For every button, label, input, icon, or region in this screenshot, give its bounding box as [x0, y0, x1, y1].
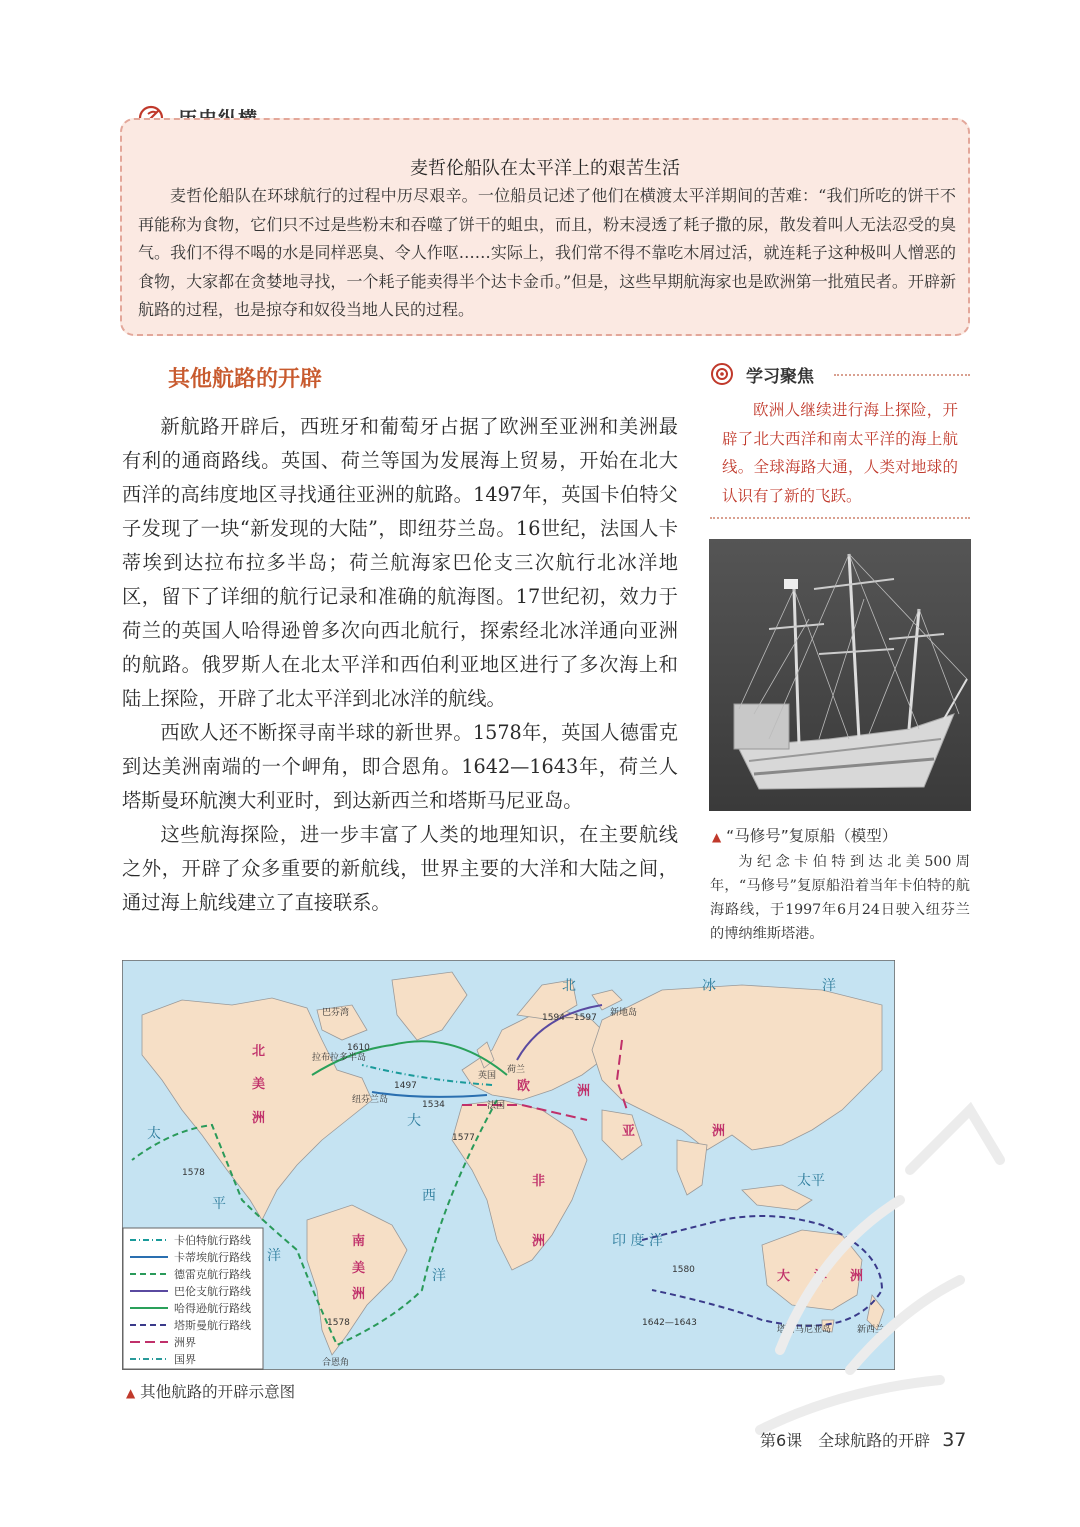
watermark-seal — [700, 1050, 1030, 1470]
focus-body — [722, 396, 958, 510]
map-label-baffin: 巴芬湾 — [322, 1008, 350, 1018]
map-label-atlantic-3: 洋 — [432, 1268, 446, 1284]
map-label-south-america-1: 南 — [352, 1234, 366, 1249]
focus-target-icon — [710, 362, 734, 386]
map-label-1610: 1610 — [347, 1043, 370, 1053]
map-label-europe-1: 欧 — [517, 1079, 531, 1094]
map-label-1578-a: 1578 — [182, 1168, 205, 1178]
page-footer — [760, 1428, 966, 1451]
main-paragraph-2: 西欧人还不断探寻南半球的新世界。1578年，英国人德雷克到达美洲南端的一个岬角，即合恩角。1642—1643年，荷兰人塔斯曼环航澳大利亚时，到达新西兰和塔斯马尼亚岛。 — [122, 721, 678, 812]
map-label-cape-horn: 合恩角 — [322, 1358, 350, 1368]
focus-divider — [834, 374, 970, 376]
map-label-atlantic-2: 西 — [422, 1188, 436, 1204]
map-label-pacific-3: 洋 — [267, 1248, 281, 1264]
map-label-novaya: 新地岛 — [610, 1008, 638, 1018]
map-label-arctic-1: 北 — [562, 978, 576, 994]
photo-description — [710, 850, 970, 946]
main-paragraph-3: 这些航海探险，进一步丰富了人类的地理知识，在主要航线之外，开辟了众多重要的新航线，世界主要的大洋和大陆之间，通过海上航线建立了直接联系。 — [122, 823, 678, 914]
map-label-new-zealand: 新西兰 — [857, 1325, 885, 1335]
map-label-1578-b: 1578 — [327, 1318, 350, 1328]
map-label-labrador: 拉布拉多半岛 — [312, 1053, 367, 1063]
map-label-france: 法国 — [487, 1101, 506, 1111]
map-label-pacific-1: 太 — [147, 1126, 161, 1142]
photo-caption — [712, 824, 897, 846]
map-label-1497: 1497 — [394, 1081, 417, 1091]
map-label-africa-1: 非 — [532, 1174, 546, 1189]
map-label-newfoundland: 纽芬兰岛 — [352, 1095, 389, 1105]
map-caption-text: 其他航路的开辟示意图 — [140, 1383, 296, 1401]
map-label-north-america-2: 美 — [252, 1077, 266, 1092]
map-label-1594: 1594—1597 — [542, 1013, 597, 1023]
main-paragraph-1: 新航路开辟后，西班牙和葡萄牙占据了欧洲至亚洲和美洲最有利的通商路线。英国、荷兰等国为发展海上贸易，开始在北大西洋的高纬度地区寻找通往亚洲的航路。1497年，英国卡伯特父子发现了一块“新发现的大陆”，即纽芬兰岛。16世纪，法国人卡蒂埃到达拉布拉多半岛；荷兰航海家巴伦支三次航行北冰洋地区，留下了详细的航行记录和准确的航海图。17世纪初，效力于荷兰的英国人哈得逊曾多次向西北航行，探索经北冰洋通向亚洲的航路。俄罗斯人在北太平洋和西伯利亚地区进行了多次海上和陆上探险，开辟了北太平洋到北冰洋的航线。 — [122, 415, 678, 710]
focus-bottom-divider — [710, 517, 970, 519]
map-label-north-america-1: 北 — [252, 1044, 266, 1059]
map-label-pacific-2: 平 — [212, 1196, 226, 1212]
map-label-south-america-3: 洲 — [352, 1287, 366, 1302]
map-label-atlantic-1: 大 — [407, 1113, 421, 1129]
map-label-england: 英国 — [478, 1071, 497, 1081]
map-label-1642: 1642—1643 — [642, 1318, 697, 1328]
caption-triangle-icon: ▲ — [126, 1386, 136, 1400]
map-label-pacific-right: 太平 — [797, 1173, 825, 1189]
caption-triangle-icon: ▲ — [712, 830, 722, 844]
legend-label-2: 德雷克航行路线 — [174, 1268, 251, 1281]
map-label-south-america-2: 美 — [352, 1261, 366, 1276]
legend-label-1: 卡蒂埃航行路线 — [174, 1251, 251, 1264]
legend-label-5: 塔斯曼航行路线 — [174, 1319, 251, 1332]
map-label-asia-2: 洲 — [712, 1124, 726, 1139]
focus-title: 学习聚焦 — [746, 367, 814, 387]
history-paragraph: 麦哲伦船队在环球航行的过程中历尽艰辛。一位船员记述了他们在横渡太平洋期间的苦难：“我们所吃的饼干不再能称为食物，它们只不过是些粉末和吞噬了饼干的蛆虫，而且，粉末浸透了耗子撒的尿，散发着叫人无法忍受的臭气。我们不得不喝的水是同样恶臭、令人作呕……实际上，我们常不得不靠吃木屑过活，就连耗子这种极叫人憎恶的食物，大家都在贪婪地寻找，一个耗子能卖得半个达卡金币。”但是，这些早期航海家也是欧洲第一批殖民者。开辟新航路的过程，也是掠夺和奴役当地人民的过程。 — [138, 186, 956, 319]
map-label-oceania-3: 洲 — [850, 1269, 864, 1284]
legend-label-3: 巴伦支航行路线 — [174, 1285, 251, 1298]
map-label-africa-2: 洲 — [532, 1234, 546, 1249]
map-label-oceania-1: 大 — [777, 1269, 791, 1284]
history-heading: 麦哲伦船队在太平洋上的艰苦生活 — [410, 158, 680, 179]
map-label-north-america-3: 洲 — [252, 1111, 266, 1126]
map-label-asia-1: 亚 — [622, 1124, 636, 1139]
map-label-europe-2: 洲 — [577, 1084, 591, 1099]
photo-caption-text: “马修号”复原船（模型） — [726, 827, 898, 845]
map-label-indian: 印 度 洋 — [612, 1233, 663, 1249]
map-label-netherlands: 荷兰 — [507, 1065, 526, 1075]
ship-model-photo — [709, 539, 971, 811]
map-label-oceania-2: 洋 — [814, 1269, 828, 1284]
main-text — [122, 410, 678, 920]
photo-description-text: 为纪念卡伯特到达北美500周年，“马修号”复原船沿着当年卡伯特的航海路线，于1997年6月24日驶入纽芬兰的博纳维斯塔港。 — [710, 854, 970, 942]
map-caption — [126, 1380, 295, 1402]
lesson-title: 第6课 全球航路的开辟 — [760, 1431, 931, 1450]
map-label-tasmania: 塔斯马尼亚岛 — [777, 1325, 832, 1335]
history-body — [138, 182, 956, 325]
map-label-arctic-2: 冰 — [702, 978, 716, 994]
map-label-1580: 1580 — [672, 1265, 695, 1275]
section-title: 其他航路的开辟 — [168, 367, 323, 392]
page-number: 37 — [942, 1429, 967, 1451]
focus-paragraph: 欧洲人继续进行海上探险，开辟了北大西洋和南太平洋的海上航线。全球海路大通，人类对地球的认识有了新的飞跃。 — [722, 401, 958, 505]
legend-label-0: 卡伯特航行路线 — [174, 1234, 251, 1247]
legend-label-6: 洲界 — [174, 1336, 196, 1349]
map-label-1534: 1534 — [422, 1100, 445, 1110]
map-label-arctic-3: 洋 — [822, 978, 836, 994]
map-legend — [123, 1228, 263, 1369]
legend-label-4: 哈得逊航行路线 — [174, 1302, 251, 1315]
map-label-1577: 1577 — [452, 1133, 475, 1143]
legend-label-7: 国界 — [174, 1353, 196, 1366]
